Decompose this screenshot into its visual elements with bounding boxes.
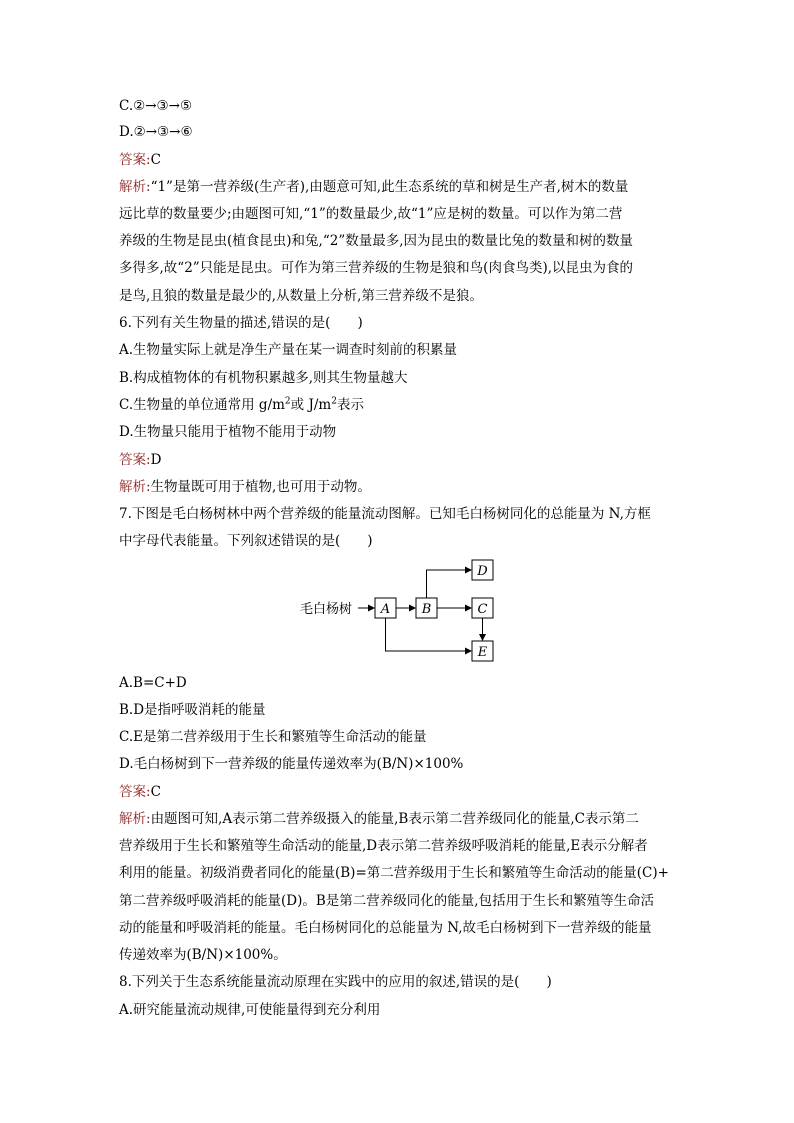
text-line: 中字母代表能量。下列叙述错误的是( )	[119, 533, 373, 549]
answer-value: C	[150, 784, 161, 800]
text-line: 远比草的数量要少;由题图可知,“1”的数量最少,故“1”应是树的数量。可以作为第二营	[119, 206, 623, 222]
text-line	[119, 478, 371, 496]
box-a-label: A	[380, 602, 391, 617]
text-line	[119, 151, 161, 169]
text-line: 利用的能量。初级消费者同化的能量(B)=第二营养级用于生长和繁殖等生命活动的能量(C)+	[119, 865, 669, 881]
diagram-source-label: 毛白杨树	[300, 602, 353, 617]
text-line: A.生物量实际上就是净生产量在某一调查时刻前的积累量	[119, 342, 458, 358]
text-line: C.②→③→⑤	[119, 98, 193, 114]
answer-label: 答案:	[119, 452, 151, 468]
unit-line-sup1: 2	[284, 396, 291, 407]
analysis-text: “1”是第一营养级(生产者),由题意可知,此生态系统的草和树是生产者,树木的数量	[150, 179, 629, 195]
arrow-b-to-d	[427, 570, 472, 598]
answer-value: D	[150, 452, 162, 468]
text-line: A.研究能量流动规律,可使能量得到充分利用	[119, 1002, 381, 1018]
unit-line-middle: 或 J/m	[290, 397, 332, 413]
answer-label: 答案:	[119, 784, 151, 800]
box-d-label: D	[477, 564, 488, 579]
arrow-a-to-e	[386, 618, 472, 651]
text-line	[119, 178, 628, 196]
unit-line-after: 表示	[336, 397, 364, 413]
box-b-label: B	[421, 602, 432, 617]
text-line	[119, 396, 364, 414]
text-line: 动的能量和呼吸消耗的能量。毛白杨树同化的总能量为 N,故毛白杨树到下一营养级的能量	[119, 920, 652, 936]
text-line: A.B=C+D	[119, 675, 187, 691]
box-c-label: C	[477, 602, 488, 617]
text-line: 营养级用于生长和繁殖等生命活动的能量,D表示第二营养级呼吸消耗的能量,E表示分解者	[119, 838, 648, 854]
text-line: D.毛白杨树到下一营养级的能量传递效率为(B/N)×100%	[119, 756, 464, 772]
text-line	[119, 783, 161, 801]
answer-value: C	[150, 152, 161, 168]
answer-label: 答案:	[119, 152, 151, 168]
text-line: C.E是第二营养级用于生长和繁殖等生命活动的能量	[119, 729, 427, 745]
text-line: 7.下图是毛白杨树林中两个营养级的能量流动图解。已知毛白杨树同化的总能量为 N,方框	[119, 506, 651, 522]
unit-line-sup2: 2	[331, 396, 337, 407]
text-line: 第二营养级呼吸消耗的能量(D)。B是第二营养级同化的能量,包括用于生长和繁殖等生命活	[119, 893, 655, 909]
box-e-label: E	[477, 645, 488, 660]
analysis-label: 解析:	[119, 479, 151, 495]
text-line: B.D是指呼吸消耗的能量	[119, 702, 266, 718]
text-line: B.构成植物体的有机物积累越多,则其生物量越大	[119, 370, 408, 386]
text-line: 8.下列关于生态系统能量流动原理在实践中的应用的叙述,错误的是( )	[119, 974, 552, 990]
text-line: 养级的生物是昆虫(植食昆虫)和兔,“2”数量最多,因为昆虫的数量比兔的数量和树的数量	[119, 233, 634, 249]
analysis-text: 生物量既可用于植物,也可用于动物。	[150, 479, 371, 495]
text-line: 是鸟,且狼的数量是最少的,从数量上分析,第三营养级不是狼。	[119, 288, 483, 304]
text-line: 6.下列有关生物量的描述,错误的是( )	[119, 315, 363, 331]
unit-line-before: C.生物量的单位通常用 g/m	[119, 397, 285, 413]
analysis-text: 由题图可知,A表示第二营养级摄入的能量,B表示第二营养级同化的能量,C表示第二	[150, 811, 639, 827]
text-line: D.②→③→⑥	[119, 124, 193, 140]
analysis-label: 解析:	[119, 179, 151, 195]
text-line: 多得多,故“2”只能是昆虫。可作为第三营养级的生物是狼和鸟(肉食鸟类),以昆虫为食的	[119, 260, 634, 276]
text-line	[119, 810, 639, 828]
energy-flow-diagram	[290, 556, 500, 668]
analysis-label: 解析:	[119, 811, 151, 827]
text-line: 传递效率为(B/N)×100%。	[119, 947, 287, 963]
text-line	[119, 451, 161, 469]
text-line: D.生物量只能用于植物不能用于动物	[119, 424, 337, 440]
